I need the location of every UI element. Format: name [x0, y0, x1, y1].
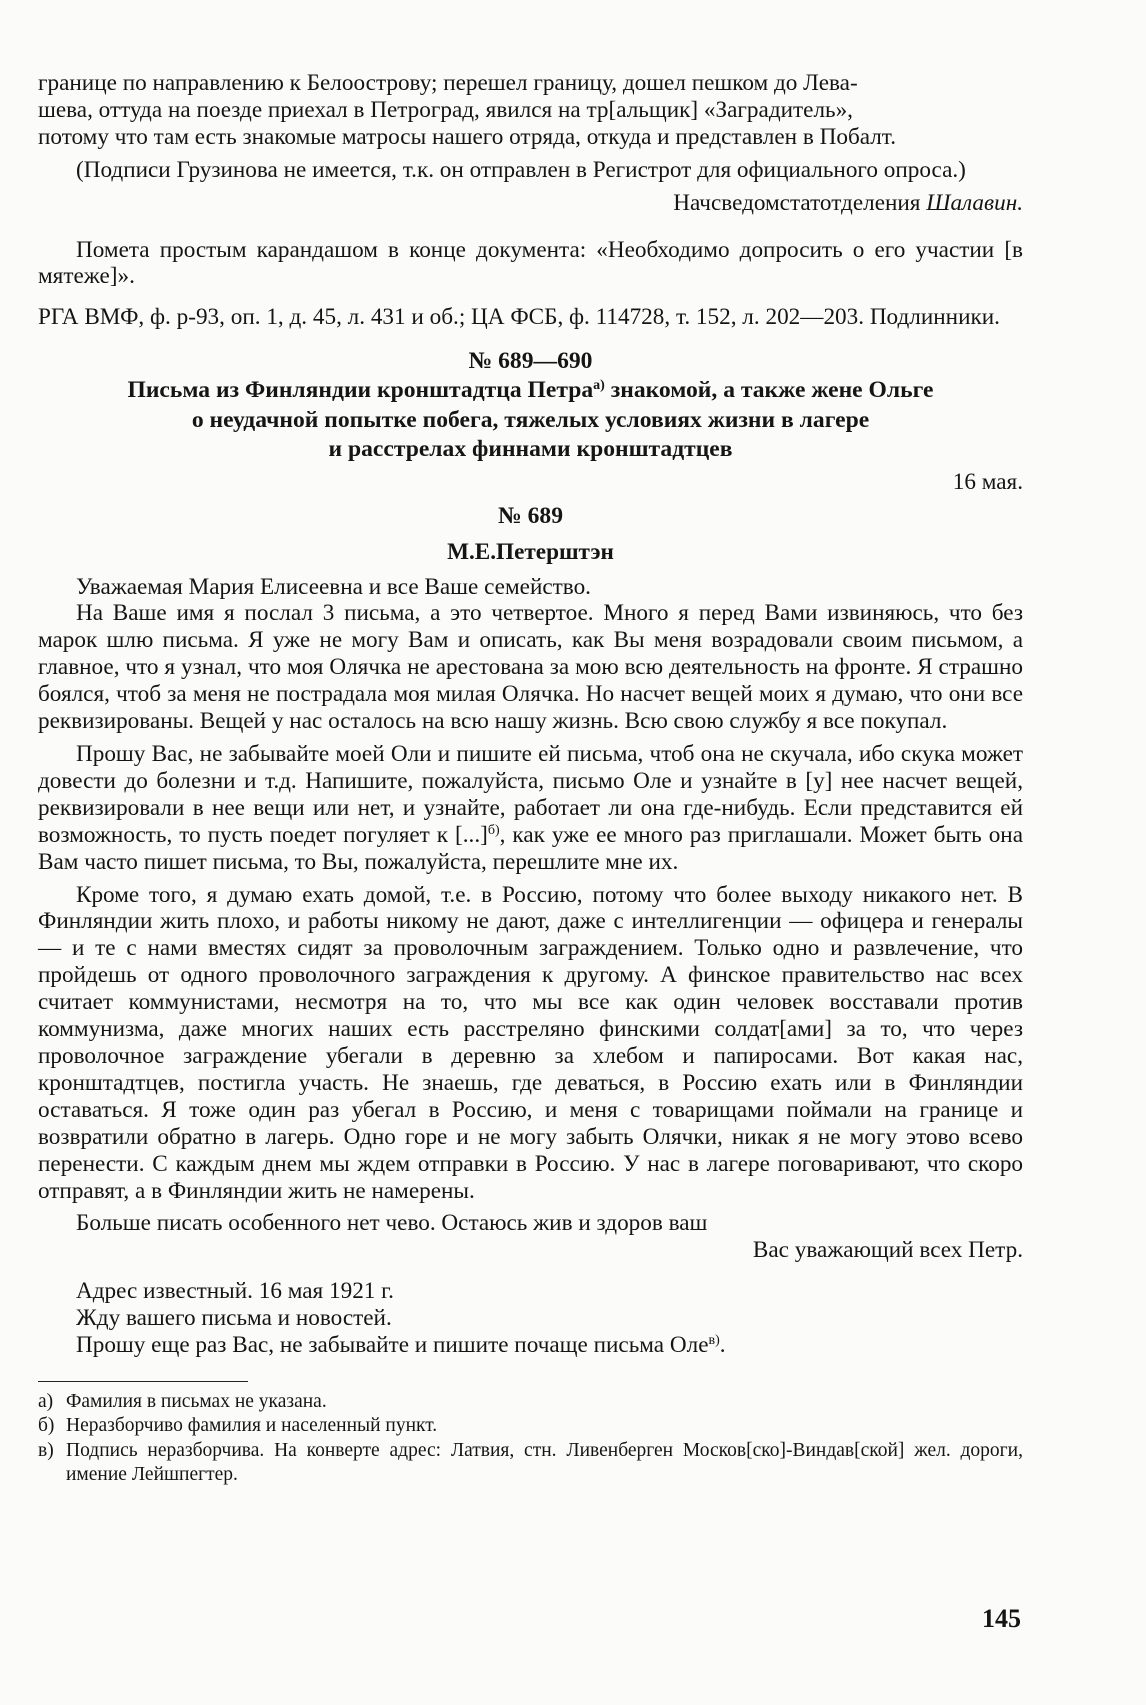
continued-line-2: шева, оттуда на поезде приехал в Петроград, явился на тр[альщик] «Заградитель»,	[38, 96, 853, 123]
footnote-v	[38, 1439, 1023, 1488]
postscript-3-text: Прошу еще раз Вас, не забывайте и пишите почаще письма Оле	[76, 1332, 709, 1359]
footnote-ref-v: в)	[708, 1333, 720, 1349]
continued-line-1: границе по направлению к Белоострову; перешел границу, дошел пешком до Лева-	[38, 70, 858, 96]
paragraph-2-text-b: , как уже ее много раз приглашали. Может быть она Вам часто пишет письма, то Вы, пожалуйста, перешлите мне их.	[38, 821, 1023, 875]
signature-line	[38, 190, 1023, 217]
title-line-3: и расстрелах финнами кронштадтцев	[328, 436, 733, 463]
postscript-1: Адрес известный. 16 мая 1921 г.	[76, 1278, 394, 1305]
footnote-a-text: Фамилия в письмах не указана.	[66, 1390, 327, 1412]
pencil-note: Помета простым карандашом в конце документа: «Необходимо допросить о его участии [в мятеже]».	[38, 236, 1023, 290]
grusinov-note: (Подписи Грузинова не имеется, т.к. он отправлен в Регистрот для официального опроса.)	[76, 156, 966, 183]
footnote-ref-a: а)	[593, 378, 605, 394]
text-block	[38, 70, 1023, 1488]
letter-paragraph-2	[38, 741, 1023, 876]
document-number: № 689	[498, 502, 563, 529]
letter-paragraph-1: На Ваше имя я послал 3 письма, а это четвертое. Много я перед Вами извиняюсь, что без марок шлю письма. Я уже не могу Вам и описать, как Вы меня возрадовали своим письмом, а главное, что я узнал, что моя Олячка не арестована за мою всю деятельность на фронте. Я страшно боялся, чтоб за меня не пострадала моя милая Олячка. Но насчет вещей моих я думаю, что они все реквизированы. Вещей у нас осталось на всю нашу жизнь. Всю свою службу я все покупал.	[38, 600, 1023, 735]
footnote-divider	[38, 1381, 248, 1382]
document-group-number: № 689—690	[468, 348, 593, 375]
postscript-3	[38, 1332, 1023, 1359]
postscript-3-end: .	[719, 1332, 726, 1359]
footnote-b-text: Неразборчиво фамилия и населенный пункт.	[66, 1415, 438, 1437]
signer-position: Начсведомстатотделения	[673, 189, 921, 216]
letter-closing: Вас уважающий всех Петр.	[752, 1237, 1023, 1264]
footnote-a-mark: а)	[38, 1390, 54, 1412]
title-line-2: о неудачной попытке побега, тяжелых условиях жизни в лагере	[191, 406, 870, 433]
footnote-a	[38, 1390, 1023, 1415]
footnote-b	[38, 1414, 1023, 1439]
letter-paragraph-4: Больше писать особенного нет чево. Остаюсь жив и здоров ваш	[76, 1210, 708, 1237]
footnote-b-mark: б)	[38, 1415, 55, 1437]
paragraph-2-text-a: Прошу Вас, не забывайте моей Оли и пишите ей письма, чтоб она не скучала, ибо скука может довести до болезни и т.д. Напишите, пожалуйста, письмо Оле и узнайте в [у] нее насчет вещей, реквизировали в нее вещи или нет, и узнайте, работает ли она где-нибудь. Если представится ей возможность, то пусть поедет погуляет к [...]	[38, 741, 1023, 848]
document-author: М.Е.Петерштэн	[447, 538, 614, 565]
footnote-v-text: Подпись неразборчива. На конверте адрес: Латвия, стн. Ливенберген Москов[ско]-Виндав[ской] жел. дороги, имение Лейшпегтер.	[66, 1439, 1023, 1486]
title-part-1: Письма из Финляндии кронштадтца Петра	[127, 377, 594, 404]
letter-paragraph-3: Кроме того, я думаю ехать домой, т.е. в Россию, потому что более выходу никакого нет. В Финляндии жить плохо, и работы никому не дают, даже с интеллигенции — офицера и генералы — и те с нами вместях сидят за проволочным заграждением. Только одно и развлечение, что пройдешь от одного проволочного заграждения к другому. А финское правительство нас всех считает коммунистами, несмотря на то, что мы все как один человек восставали против коммунизма, даже многих наших есть расстреляно финскими солдат[ами] за то, что через проволочное заграждение убегали в деревню за хлебом и папиросами. Вот какая нас, кронштадтцев, постигла участь. Не знаешь, где деваться, в Россию ехать или в Финляндии оставаться. Я тоже один раз убегал в Россию, и меня с товарищами поймали на границе и возвратили обратно в лагерь. Одно горе и не могу забыть Олячки, никак я не могу этово всево перенести. С каждым днем мы ждем отправки в Россию. У нас в лагере поговаривают, что скоро отправят, а в Финляндии жить не намерены.	[38, 881, 1023, 1204]
letter-greeting: Уважаемая Мария Елисеевна и все Ваше семейство.	[76, 573, 591, 600]
archive-reference: РГА ВМФ, ф. р-93, оп. 1, д. 45, л. 431 и об.; ЦА ФСБ, ф. 114728, т. 152, л. 202—203. Подлинники.	[38, 304, 1000, 331]
continued-line-3: потому что там есть знакомые матросы нашего отряда, откуда и представлен в Побалт.	[38, 123, 896, 150]
document-date: 16 мая.	[952, 468, 1023, 495]
postscript-2: Жду вашего письма и новостей.	[76, 1305, 392, 1332]
title-part-2: знакомой, а также жене Ольге	[604, 377, 934, 404]
signer-name: Шалавин.	[926, 189, 1023, 216]
footnote-ref-b: б)	[487, 822, 500, 838]
document-group-title	[38, 376, 1023, 465]
page-number: 145	[982, 1604, 1021, 1633]
continued-paragraph	[38, 70, 1023, 151]
footnote-v-mark: в)	[38, 1439, 54, 1461]
